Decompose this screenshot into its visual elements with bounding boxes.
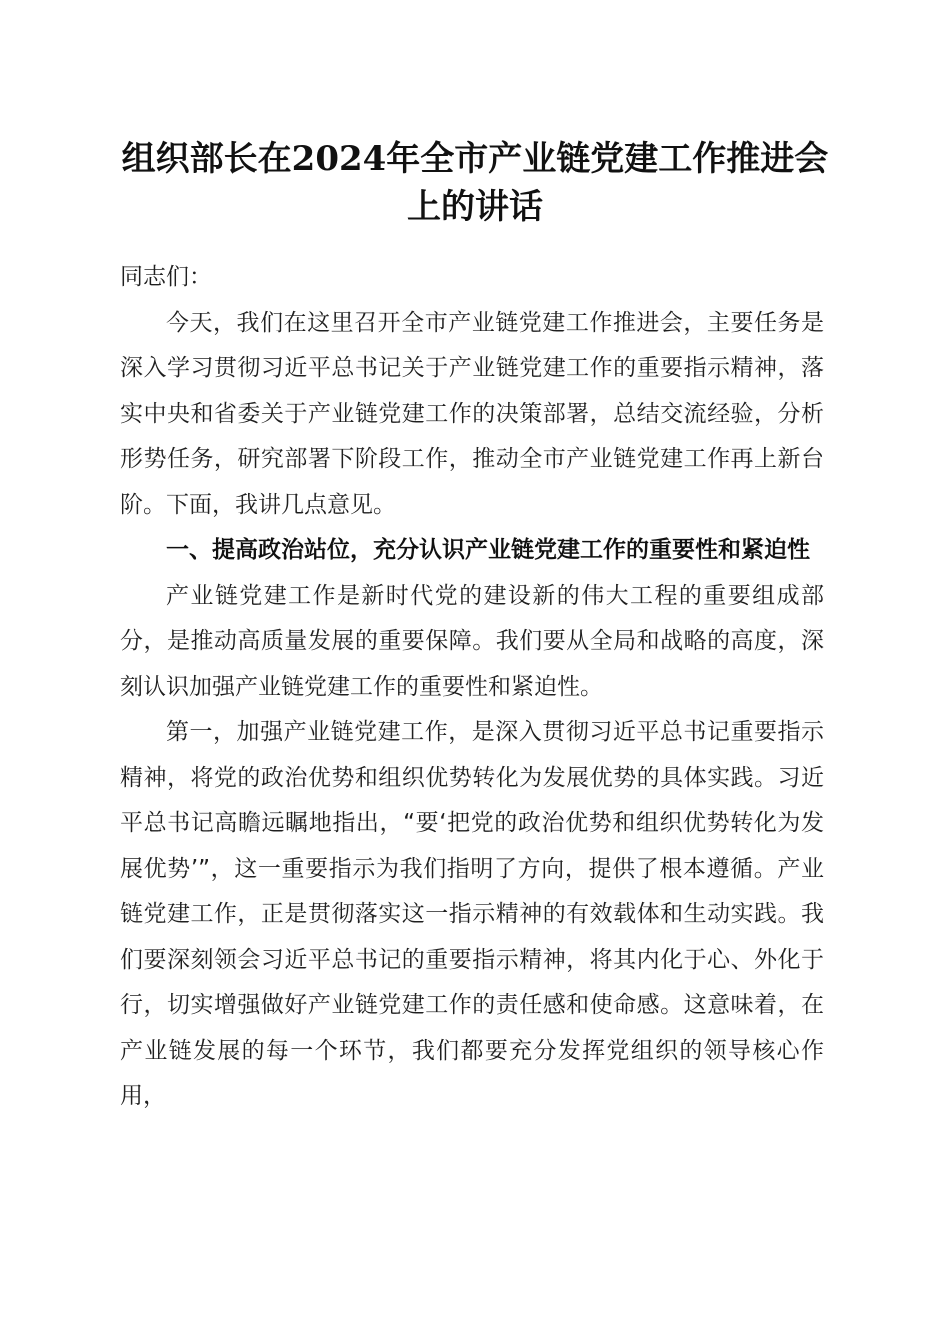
- document-body: [120, 255, 824, 1120]
- section-heading-1: 一、提高政治站位，充分认识产业链党建工作的重要性和紧迫性: [166, 537, 810, 563]
- salutation: 同志们：: [120, 264, 212, 290]
- document-title: 组织部长在2024年全市产业链党建工作推进会上的讲话: [121, 139, 829, 227]
- paragraph-overview: 产业链党建工作是新时代党的建设新的伟大工程的重要组成部分，是推动高质量发展的重要保障。我们要从全局和战略的高度，深刻认识加强产业链党建工作的重要性和紧迫性。: [120, 582, 824, 700]
- paragraph-first-point: 第一，加强产业链党建工作，是深入贯彻习近平总书记重要指示精神，将党的政治优势和组织优势转化为发展优势的具体实践。习近平总书记高瞻远瞩地指出，“要‘把党的政治优势和组织优势转化为发展优势’”，这一重要指示为我们指明了方向，提供了根本遵循。产业链党建工作，正是贯彻落实这一指示精神的有效载体和生动实践。我们要深刻领会习近平总书记的重要指示精神，将其内化于心、外化于行，切实增强做好产业链党建工作的责任感和使命感。这意味着，在产业链发展的每一个环节，我们都要充分发挥党组织的领导核心作用，: [120, 719, 824, 1109]
- paragraph-intro: 今天，我们在这里召开全市产业链党建工作推进会，主要任务是深入学习贯彻习近平总书记关于产业链党建工作的重要指示精神，落实中央和省委关于产业链党建工作的决策部署，总结交流经验，分析形势任务，研究部署下阶段工作，推动全市产业链党建工作再上新台阶。下面，我讲几点意见。: [120, 309, 824, 518]
